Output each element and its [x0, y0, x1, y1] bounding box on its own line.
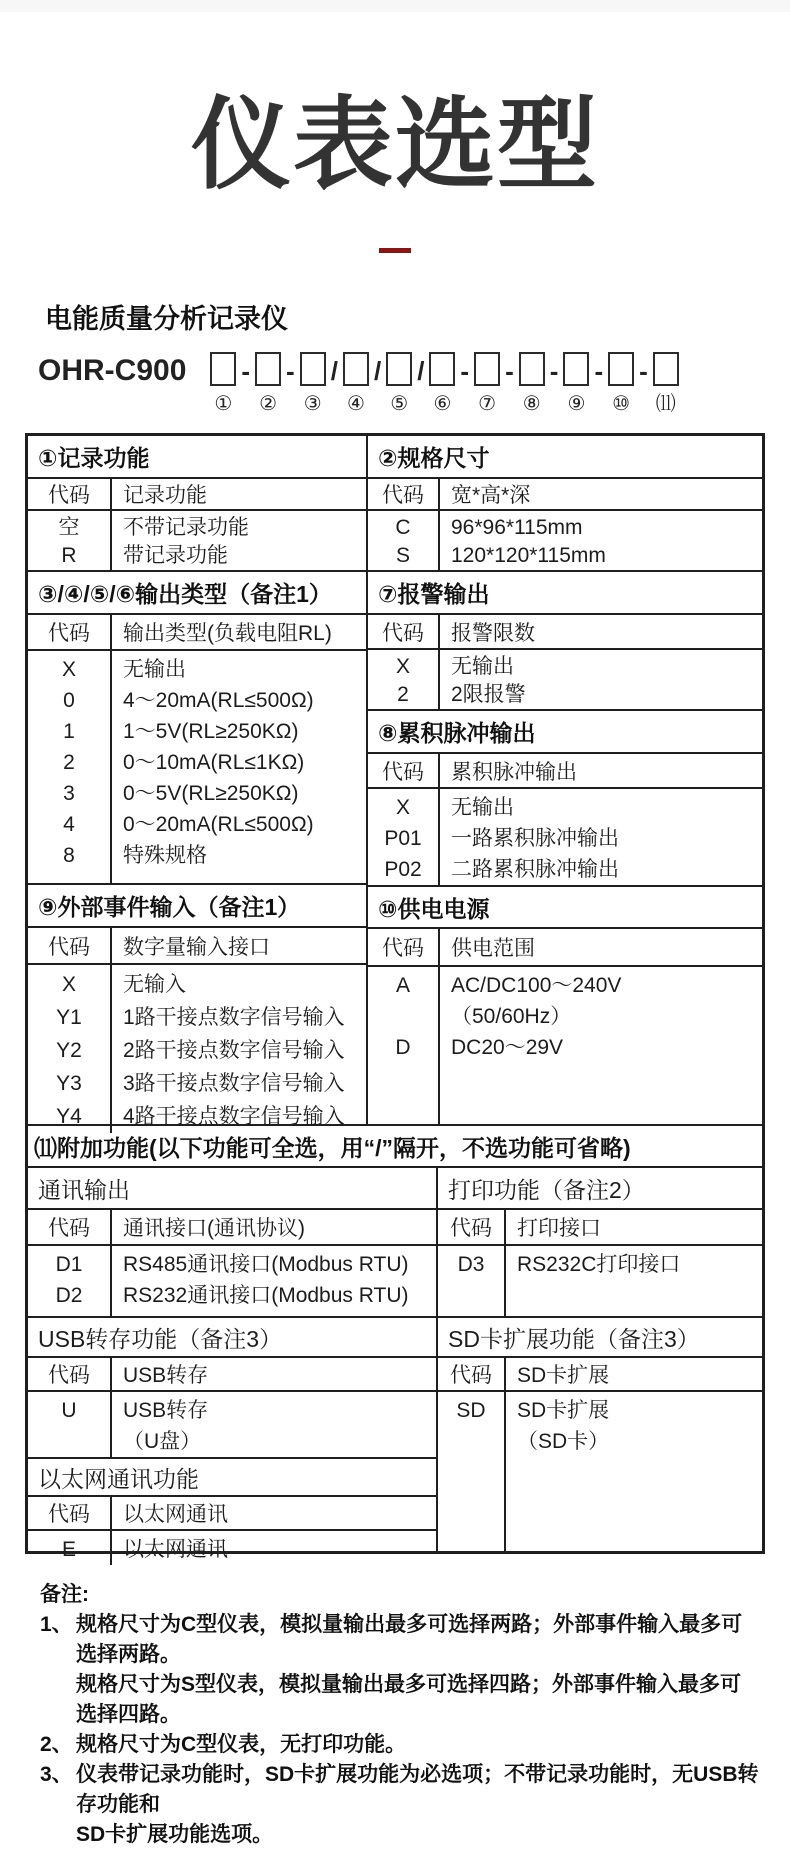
note-line [40, 1730, 760, 1760]
note-number [40, 1820, 76, 1850]
title-underline-divider [379, 248, 411, 253]
desc-cell: 1路干接点数字信号输入 [123, 1006, 345, 1029]
note-text: 仪表带记录功能时，SD卡扩展功能为必选项；不带记录功能时，无USB转存功能和 [76, 1763, 759, 1816]
sd-rows [438, 1392, 762, 1551]
table-row [28, 1067, 366, 1100]
code-column-header: 代码 [382, 760, 424, 784]
model-position-number: ⑩ [612, 393, 631, 415]
table-row [28, 968, 366, 1001]
model-separator: / [330, 355, 338, 386]
note-line [40, 1820, 760, 1850]
table-row [368, 823, 762, 854]
desc-column-header: 打印接口 [517, 1217, 601, 1240]
code-cell: U [61, 1399, 77, 1422]
desc-cell: RS485通讯接口(Modbus RTU) [123, 1253, 409, 1276]
model-slot [281, 352, 326, 415]
code-cell: 0 [63, 689, 75, 712]
column-header-row [438, 1358, 762, 1392]
desc-cell: 2路干接点数字信号输入 [123, 1039, 345, 1062]
ext-event-rows [28, 965, 366, 1133]
notes-lines [40, 1610, 760, 1850]
column-header-row [28, 479, 366, 511]
code-cell: S [395, 544, 410, 567]
model-slot [369, 352, 412, 415]
desc-cell: 2限报警 [451, 683, 526, 706]
model-code-box [608, 352, 634, 386]
alarm-rows [368, 650, 762, 711]
subsection-label-print: 打印功能（备注2） [438, 1168, 762, 1210]
desc-cell: 0～20mA(RL≤500Ω) [123, 813, 314, 836]
code-cell: D2 [55, 1284, 83, 1307]
model-slot [412, 352, 455, 415]
table-row [368, 854, 762, 885]
section-title-size: ②规格尺寸 [368, 436, 762, 479]
desc-column-header: 累积脉冲输出 [451, 760, 577, 784]
desc-cell: 4路干接点数字信号输入 [123, 1105, 345, 1128]
code-column-header: 代码 [48, 1364, 90, 1387]
desc-cell: RS232通讯接口(Modbus RTU) [123, 1284, 409, 1307]
desc-cell: 二路累积脉冲输出 [451, 858, 619, 881]
table-row [28, 716, 366, 747]
code-cell: X [61, 973, 76, 996]
usb-rows [28, 1392, 436, 1459]
model-prefix: OHR-C900 [38, 354, 187, 387]
desc-cell: 不带记录功能 [123, 516, 249, 539]
desc-column-header: 以太网通讯 [123, 1503, 228, 1526]
table-row [28, 1280, 436, 1311]
model-code-box [653, 352, 679, 386]
note-text: 规格尺寸为C型仪表，无打印功能。 [76, 1733, 407, 1756]
model-code-box [519, 352, 545, 386]
desc-column-header: 记录功能 [123, 484, 207, 507]
size-rows [368, 511, 762, 572]
desc-cell: 120*120*115mm [451, 544, 606, 567]
code-column-header: 代码 [382, 484, 424, 507]
notes-section [40, 1580, 760, 1850]
table-row [28, 747, 366, 778]
table-row [368, 653, 762, 681]
code-cell: 2 [397, 683, 409, 706]
subsection-label-ethernet: 以太网通讯功能 [28, 1459, 436, 1497]
model-position-number: ⑾ [655, 393, 676, 415]
table-row [28, 1034, 366, 1067]
code-cell: X [395, 655, 410, 678]
table-row [28, 1395, 436, 1457]
desc-cell: 无输出 [451, 796, 514, 819]
model-slot [236, 352, 281, 415]
table-row [368, 681, 762, 709]
column-header-row [28, 928, 366, 965]
print-rows [438, 1246, 762, 1318]
model-slot [589, 352, 634, 415]
subsection-label-usb: USB转存功能（备注3） [28, 1318, 436, 1358]
desc-column-header: 供电范围 [451, 937, 535, 960]
desc-cell: RS232C打印接口 [517, 1253, 681, 1276]
column-header-row [368, 754, 762, 789]
code-cell: 1 [63, 720, 75, 743]
code-column-header: 代码 [48, 622, 90, 645]
code-cell: 8 [63, 844, 75, 867]
desc-column-header: 宽*高*深 [451, 484, 531, 507]
table-row [28, 809, 366, 840]
model-position-number: ⑨ [567, 393, 586, 415]
code-column-header: 代码 [382, 621, 424, 645]
power-rows [368, 967, 762, 1124]
model-position-number: ⑧ [522, 393, 541, 415]
model-position-number: ⑥ [433, 393, 452, 415]
table-row [368, 970, 762, 1032]
code-column-header: 代码 [450, 1364, 492, 1387]
model-separator: - [460, 355, 470, 386]
desc-cell: USB转存 （U盘） [123, 1399, 209, 1453]
code-cell: 空 [58, 516, 80, 539]
model-position-number: ② [259, 393, 278, 415]
section-title-output: ③/④/⑤/⑥输出类型（备注1） [28, 572, 366, 615]
column-header-row [368, 479, 762, 511]
model-separator: / [417, 355, 425, 386]
table-row [368, 792, 762, 823]
desc-cell: 无输入 [123, 973, 186, 996]
desc-cell: 0～5V(RL≥250KΩ) [123, 782, 299, 805]
desc-column-header: 报警限数 [451, 621, 535, 645]
desc-cell: DC20～29V [451, 1036, 564, 1059]
model-position-number: ① [214, 393, 233, 415]
note-number: 3、 [40, 1763, 73, 1786]
note-line [40, 1670, 760, 1730]
note-line [40, 1760, 760, 1820]
desc-cell: 1～5V(RL≥250KΩ) [123, 720, 299, 743]
model-separator [200, 352, 210, 390]
code-column-header: 代码 [48, 484, 90, 507]
table-row [28, 1534, 436, 1565]
desc-column-header: 通讯接口(通讯协议) [123, 1217, 305, 1240]
section-title-additional: ⑾附加功能(以下功能可全选，用“/”隔开，不选功能可省略) [28, 1126, 762, 1168]
model-position-number: ⑤ [390, 393, 409, 415]
code-cell: E [61, 1538, 76, 1561]
table-row [28, 542, 366, 570]
model-position-number: ③ [303, 393, 322, 415]
code-cell: Y3 [56, 1072, 82, 1095]
model-separator: - [594, 355, 604, 386]
desc-cell: 96*96*115mm [451, 516, 583, 539]
table-row [28, 685, 366, 716]
subsection-label-comm: 通讯输出 [28, 1168, 436, 1210]
table-row [28, 1249, 436, 1280]
note-text: 规格尺寸为S型仪表，模拟量输出最多可选择四路；外部事件输入最多可选择四路。 [76, 1673, 742, 1726]
model-slot [200, 352, 236, 415]
model-position-number: ⑦ [478, 393, 497, 415]
code-column-header: 代码 [48, 1503, 90, 1526]
notes-title: 备注: [40, 1583, 89, 1606]
model-code-box [255, 352, 281, 386]
model-slot [500, 352, 545, 415]
desc-cell: AC/DC100～240V （50/60Hz） [451, 974, 622, 1028]
code-cell: SD [456, 1399, 486, 1422]
table-row [438, 1249, 762, 1280]
desc-cell: 特殊规格 [123, 844, 207, 867]
model-separator: - [549, 355, 559, 386]
desc-cell: 带记录功能 [123, 544, 228, 567]
column-header-row [28, 615, 366, 651]
model-separator: - [505, 355, 514, 386]
code-cell: P02 [384, 858, 422, 881]
column-header-row [28, 1358, 436, 1392]
table-row [438, 1395, 762, 1457]
code-cell: Y2 [56, 1039, 82, 1062]
model-slot [545, 352, 590, 415]
desc-column-header: SD卡扩展 [517, 1364, 610, 1387]
note-text: SD卡扩展功能选项。 [76, 1823, 274, 1846]
model-code-box [429, 352, 455, 386]
table-row [28, 778, 366, 809]
table-row [28, 654, 366, 685]
model-code-box [343, 352, 369, 386]
desc-column-header: 数字量输入接口 [123, 935, 270, 959]
code-cell: X [61, 658, 76, 681]
comm-rows [28, 1246, 436, 1318]
table-row [28, 1001, 366, 1034]
desc-cell: 无输出 [451, 655, 514, 678]
note-number: 2、 [40, 1733, 73, 1756]
record-rows [28, 511, 366, 572]
product-name: 电能质量分析记录仪 [45, 304, 288, 334]
model-code-box [386, 352, 412, 386]
model-separator: / [373, 355, 382, 386]
column-header-row [368, 615, 762, 650]
code-cell: A [395, 974, 410, 997]
note-line [40, 1610, 760, 1670]
desc-cell: 以太网通讯 [123, 1538, 228, 1561]
table-row [28, 514, 366, 542]
model-slots [200, 352, 678, 415]
code-cell: 2 [63, 751, 75, 774]
code-cell: Y4 [56, 1105, 82, 1128]
code-cell: C [395, 516, 411, 539]
model-code-box [563, 352, 589, 386]
model-separator: - [241, 355, 251, 386]
model-code-line [38, 352, 790, 415]
desc-cell: SD卡扩展 （SD卡） [517, 1399, 610, 1453]
desc-column-header: USB转存 [123, 1364, 209, 1387]
pulse-rows [368, 789, 762, 887]
model-slot [634, 352, 679, 415]
section-title-pulse: ⑧累积脉冲输出 [368, 711, 762, 754]
code-cell: D1 [55, 1253, 83, 1276]
code-cell: X [395, 796, 410, 819]
output-rows [28, 651, 366, 885]
table-row [368, 1032, 762, 1063]
model-code-box [474, 352, 500, 386]
code-cell: R [61, 544, 77, 567]
note-number [40, 1670, 76, 1730]
column-header-row [28, 1497, 436, 1531]
code-cell: 4 [63, 813, 75, 836]
model-position-number: ④ [346, 393, 365, 415]
desc-column-header: 输出类型(负载电阻RL) [123, 622, 332, 645]
column-header-row [28, 1210, 436, 1246]
subsection-label-sd: SD卡扩展功能（备注3） [438, 1318, 762, 1358]
section-title-power: ⑩供电电源 [368, 887, 762, 929]
desc-cell: 一路累积脉冲输出 [451, 827, 619, 850]
table-row [368, 542, 762, 570]
code-column-header: 代码 [450, 1217, 492, 1240]
code-column-header: 代码 [48, 1217, 90, 1240]
model-separator: - [286, 355, 295, 386]
desc-cell: 4～20mA(RL≤500Ω) [123, 689, 314, 712]
column-header-row [438, 1210, 762, 1246]
model-slot [326, 352, 369, 415]
section-title-alarm: ⑦报警输出 [368, 572, 762, 615]
top-strip [0, 0, 790, 12]
model-separator: - [639, 355, 648, 386]
table-row [368, 514, 762, 542]
table-row [28, 840, 366, 871]
model-code-box [210, 352, 236, 386]
selection-table [25, 433, 765, 1561]
note-text: 规格尺寸为C型仪表，模拟量输出最多可选择两路；外部事件输入最多可选择两路。 [76, 1613, 743, 1666]
desc-cell: 3路干接点数字信号输入 [123, 1072, 345, 1095]
ethernet-rows [28, 1531, 436, 1565]
code-column-header: 代码 [48, 935, 90, 959]
desc-cell: 0～10mA(RL≤1KΩ) [123, 751, 305, 774]
desc-cell: 无输出 [123, 658, 186, 681]
code-cell: D [395, 1036, 411, 1059]
code-cell: D3 [457, 1253, 485, 1276]
model-code-box [300, 352, 326, 386]
page-title: 仪表选型 [191, 89, 599, 201]
code-cell: 3 [63, 782, 75, 805]
code-cell: P01 [384, 827, 422, 850]
note-number: 1、 [40, 1613, 73, 1636]
section-title-record: ①记录功能 [28, 436, 366, 479]
model-slot [455, 352, 500, 415]
section-title-ext-event: ⑨外部事件输入（备注1） [28, 885, 366, 928]
code-cell: Y1 [56, 1006, 82, 1029]
code-column-header: 代码 [382, 937, 424, 960]
table-row [28, 1100, 366, 1133]
column-header-row [368, 929, 762, 967]
